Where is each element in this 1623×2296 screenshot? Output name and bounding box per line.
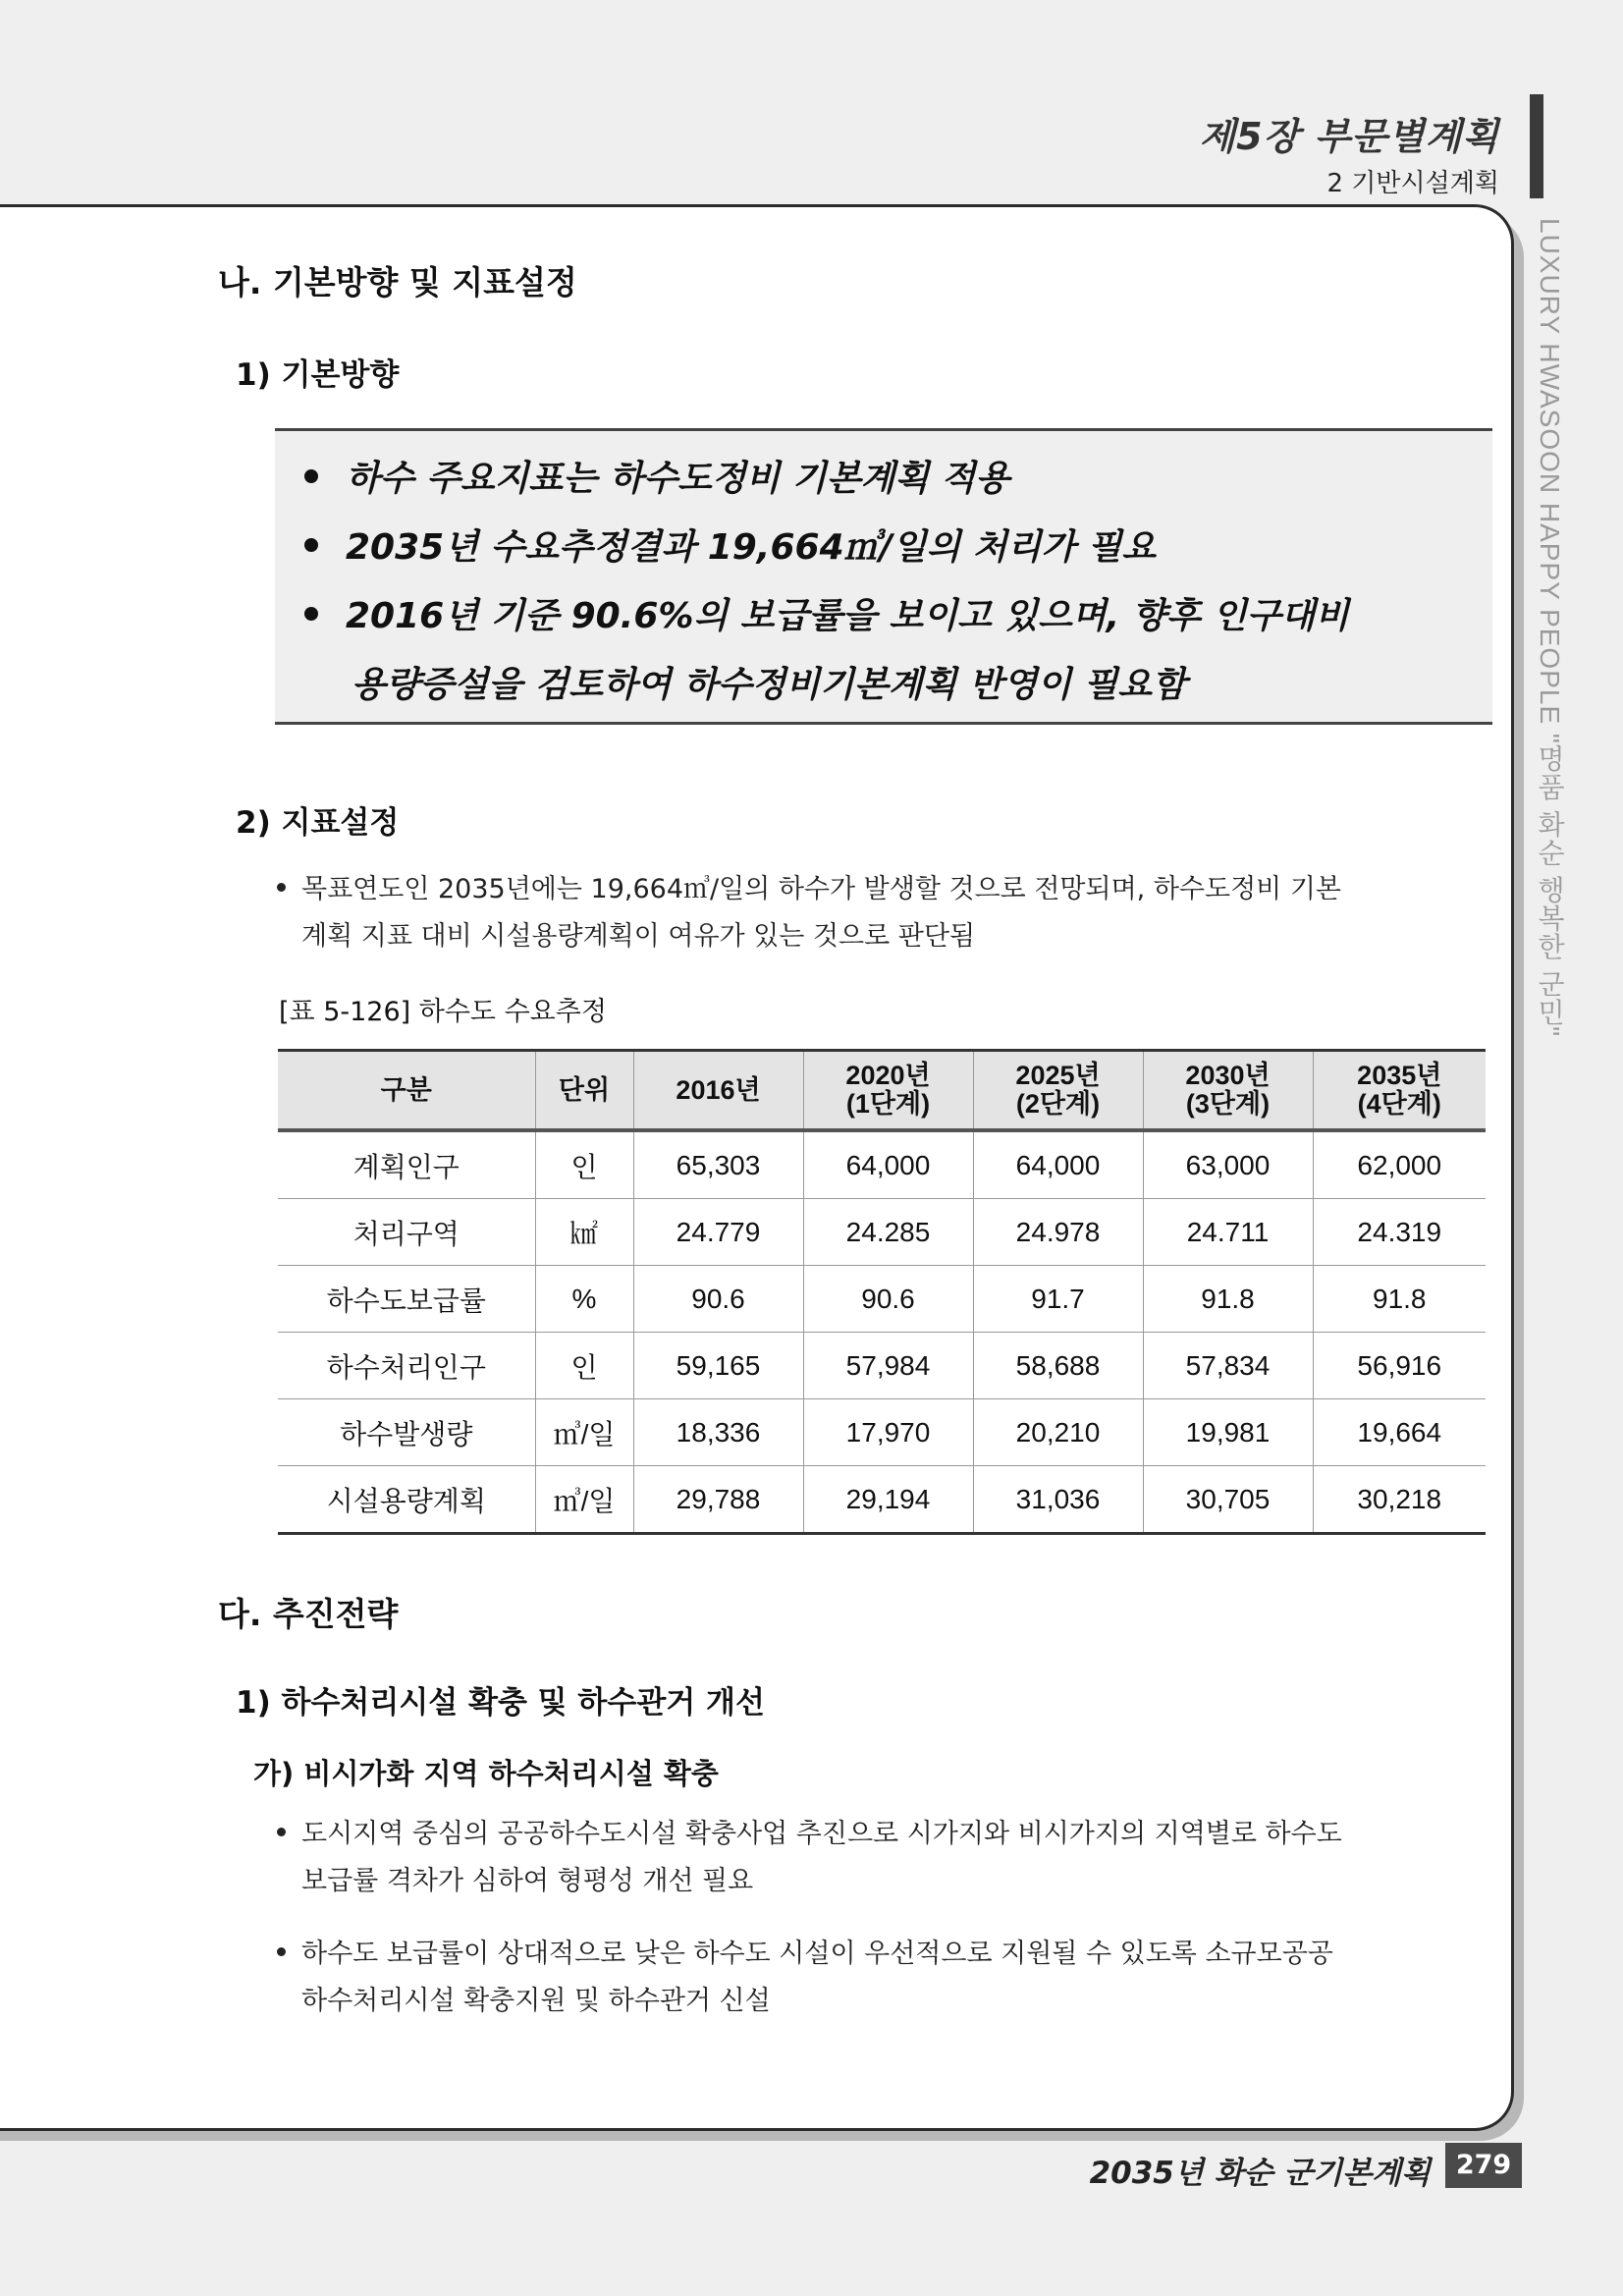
table-cell: 19,981 [1143,1399,1313,1466]
strategy-bullet-2 [277,1931,1333,2025]
highlight-line-3: 2016년 기준 90.6%의 보급률을 보이고 있으며, 향후 인구대비 [304,588,1349,638]
table-cell: 64,000 [803,1130,973,1199]
highlight-line-2: 2035년 수요추정결과 19,664㎥/일의 처리가 필요 [304,519,1156,570]
table-cell: 24.978 [973,1199,1143,1266]
table-caption: [표 5-126] 하수도 수요추정 [279,997,607,1027]
paragraph-line-1: 도시지역 중심의 공공하수도시설 확충사업 추진으로 시가지와 비시가지의 지역별로 하수도 [277,1811,1342,1858]
highlight-line-1: 하수 주요지표는 하수도정비 기본계획 적용 [304,451,1009,501]
table-cell: 19,664 [1313,1399,1486,1466]
table-cell: 계획인구 [278,1130,535,1199]
table-row [278,1266,1486,1333]
table-cell: 59,165 [633,1333,803,1399]
col-header: 2030년 (3단계) [1143,1051,1313,1131]
table-row [278,1466,1486,1534]
table-cell: 91.7 [973,1266,1143,1333]
table-cell: 하수발생량 [278,1399,535,1466]
table-cell: 인 [535,1333,633,1399]
heading-da: 다. 추진전략 [218,1595,399,1633]
header-accent-bar [1530,94,1543,198]
chapter-title: 제5장 부문별계획 [1199,115,1499,158]
bullet-icon [304,607,318,621]
table-cell: 하수처리인구 [278,1333,535,1399]
table-cell: 31,036 [973,1466,1143,1534]
table-cell: 24.779 [633,1199,803,1266]
table-cell: ㎥/일 [535,1466,633,1534]
table-cell: 17,970 [803,1399,973,1466]
strategy-bullet-1 [277,1811,1342,1905]
table-cell: 하수도보급률 [278,1266,535,1333]
table-cell: 24.285 [803,1199,973,1266]
table-cell: 90.6 [803,1266,973,1333]
table-cell: 63,000 [1143,1130,1313,1199]
table-cell: 56,916 [1313,1333,1486,1399]
table-cell: 62,000 [1313,1130,1486,1199]
heading-basic-direction: 1) 기본방향 [236,357,400,393]
table-cell: 64,000 [973,1130,1143,1199]
page-number: 279 [1445,2143,1522,2188]
table-cell: 57,984 [803,1333,973,1399]
side-slogan-text: LUXURY HWASOON HAPPY PEOPLE "명품 화순 행복한 군민" [1535,218,1565,1038]
table-cell: 91.8 [1313,1266,1486,1333]
col-header: 단위 [535,1051,633,1131]
sewage-demand-table [278,1049,1486,1535]
bullet-icon [304,469,318,483]
col-header: 2025년 (2단계) [973,1051,1143,1131]
heading-indicator: 2) 지표설정 [236,805,400,841]
table-cell: 57,834 [1143,1333,1313,1399]
table-cell: 20,210 [973,1399,1143,1466]
heading-expansion: 1) 하수처리시설 확충 및 하수관거 개선 [236,1685,765,1721]
table-header-row [278,1051,1486,1131]
col-header: 2016년 [633,1051,803,1131]
table-row [278,1399,1486,1466]
table-cell: 58,688 [973,1333,1143,1399]
section-title: 2 기반시설계획 [1326,169,1499,198]
heading-na: 나. 기본방향 및 지표설정 [218,263,577,301]
highlight-box [275,428,1492,725]
col-header: 구분 [278,1051,535,1131]
footer-title: 2035년 화순 군기본계획 [1089,2156,1431,2191]
table-cell: 시설용량계획 [278,1466,535,1534]
indicator-paragraph [277,866,1341,960]
table-cell: 24.319 [1313,1199,1486,1266]
paragraph-line-2: 보급률 격차가 심하여 형평성 개선 필요 [301,1866,754,1896]
heading-non-urban: 가) 비시가화 지역 하수처리시설 확충 [253,1757,719,1790]
paragraph-line-2: 하수처리시설 확충지원 및 하수관거 신설 [301,1986,771,2016]
table-cell: 30,218 [1313,1466,1486,1534]
bullet-icon [277,1828,286,1836]
col-header: 2020년 (1단계) [803,1051,973,1131]
table-row [278,1130,1486,1199]
side-slogan [1530,218,1579,1102]
table-cell: 30,705 [1143,1466,1313,1534]
table-row [278,1199,1486,1266]
bullet-icon [277,883,286,892]
bullet-icon [277,1947,286,1956]
table-cell: 65,303 [633,1130,803,1199]
table-cell: ㎢ [535,1199,633,1266]
table-cell: 90.6 [633,1266,803,1333]
paragraph-line-2: 계획 지표 대비 시설용량계획이 여유가 있는 것으로 판단됨 [301,921,976,952]
table-cell: 29,194 [803,1466,973,1534]
paragraph-line-1: 하수도 보급률이 상대적으로 낮은 하수도 시설이 우선적으로 지원될 수 있도록 소규모공공 [277,1931,1333,1978]
table-cell: 91.8 [1143,1266,1313,1333]
table-cell: 처리구역 [278,1199,535,1266]
highlight-line-4: 용량증설을 검토하여 하수정비기본계획 반영이 필요함 [352,665,1186,705]
table-cell: 29,788 [633,1466,803,1534]
col-header: 2035년 (4단계) [1313,1051,1486,1131]
paragraph-line-1: 목표연도인 2035년에는 19,664㎥/일의 하수가 발생할 것으로 전망되며, 하수도정비 기본 [277,866,1341,913]
table-cell: 24.711 [1143,1199,1313,1266]
table-cell: 인 [535,1130,633,1199]
table-cell: % [535,1266,633,1333]
table-cell: ㎥/일 [535,1399,633,1466]
bullet-icon [304,538,318,552]
table-cell: 18,336 [633,1399,803,1466]
table-row [278,1333,1486,1399]
